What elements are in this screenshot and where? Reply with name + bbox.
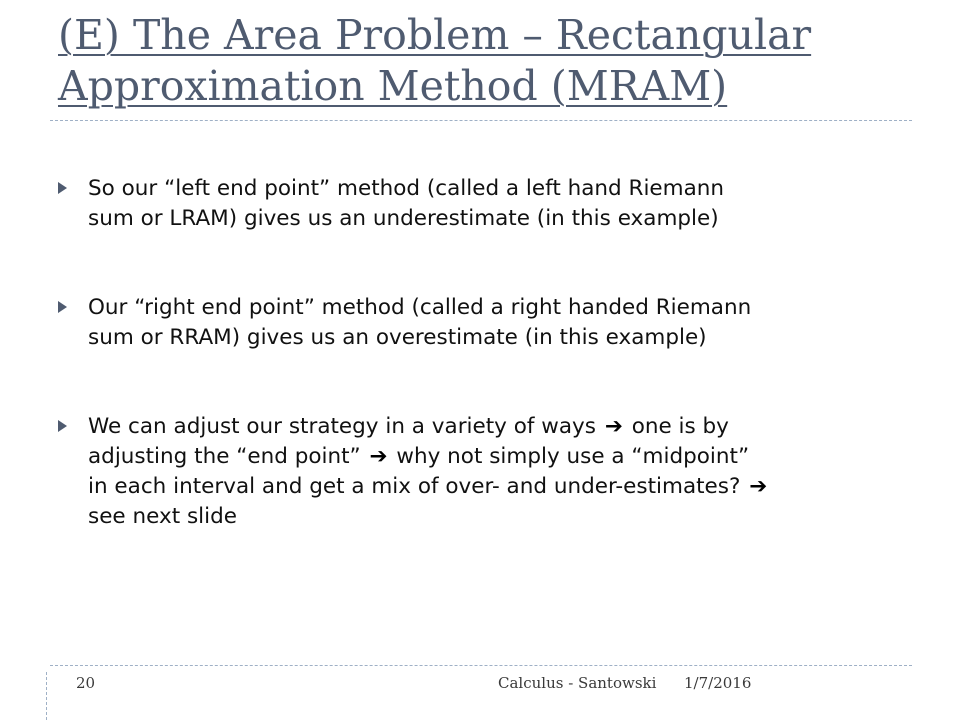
title-divider (50, 120, 912, 121)
right-arrow-icon: ➔ (604, 414, 623, 439)
bullet-text-segment: in each interval and get a mix of over- and under-estimates? (88, 474, 741, 499)
footer-author: Calculus - Santowski (498, 674, 657, 692)
bullet-text-segment: why not simply use a “midpoint” (396, 444, 750, 469)
bullet-text-line (88, 442, 918, 472)
right-arrow-icon: ➔ (369, 444, 388, 469)
bullet-item (58, 174, 918, 234)
slide-title (58, 10, 938, 112)
footer-left-divider (46, 672, 47, 720)
footer-date: 1/7/2016 (684, 674, 752, 692)
bullet-text-line (88, 472, 918, 502)
footer-divider (50, 665, 912, 666)
bullet-text-line: sum or LRAM) gives us an underestimate (in this example) (88, 206, 719, 231)
bullet-text-segment: one is by (631, 414, 729, 439)
bullet-text-line: sum or RRAM) gives us an overestimate (in this example) (88, 325, 707, 350)
triangle-bullet-icon (58, 182, 67, 194)
triangle-bullet-icon (58, 301, 67, 313)
bullet-item (58, 293, 918, 353)
triangle-bullet-icon (58, 420, 67, 432)
bullet-list (58, 174, 918, 532)
bullet-text-line: see next slide (88, 504, 237, 529)
bullet-text-line: So our “left end point” method (called a left hand Riemann (88, 176, 725, 201)
bullet-text-line (88, 412, 918, 442)
bullet-text-segment: We can adjust our strategy in a variety of ways (88, 414, 596, 439)
slide-title-line-1: (E) The Area Problem – Rectangular (58, 11, 812, 59)
page-number: 20 (76, 674, 96, 692)
bullet-text-line: Our “right end point” method (called a right handed Riemann (88, 295, 752, 320)
slide-title-line-2: Approximation Method (MRAM) (58, 62, 728, 110)
right-arrow-icon: ➔ (749, 474, 768, 499)
bullet-item (58, 412, 918, 532)
bullet-text-segment: adjusting the “end point” (88, 444, 361, 469)
